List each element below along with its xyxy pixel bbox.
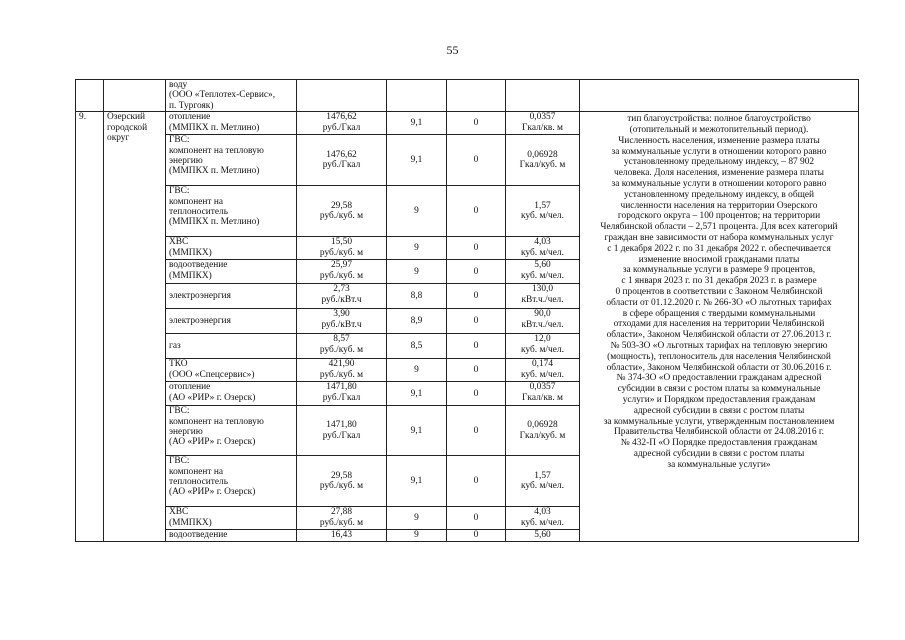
table-body	[76, 80, 859, 542]
cell-line: 12,0	[534, 334, 551, 345]
norm-cell	[506, 334, 580, 359]
cell-line: Гкал/кв. м	[522, 392, 563, 403]
cell-line: (ММПКХ п. Метлино)	[169, 166, 260, 177]
cell-line: 0,06928	[527, 149, 558, 160]
cell-line: 421,90	[328, 359, 355, 370]
note-line: граждан вне зависимости от набора коммунальных услуг	[604, 232, 834, 243]
row-number-cell	[76, 112, 104, 541]
cell-line: 0,0357	[529, 382, 556, 393]
cell-line: куб. м/чел.	[521, 270, 564, 281]
zero-cell: 0	[447, 359, 506, 382]
cell-line: энергию	[169, 156, 203, 167]
cell-line: 1,57	[534, 470, 551, 481]
cell-line: Гкал/куб. м	[519, 430, 566, 441]
cell-line: (ММПКХ п. Метлино)	[169, 122, 260, 133]
municipality-line: Озерский	[107, 112, 146, 123]
note-line: услуги» и Порядком предоставления гражданам	[622, 394, 816, 405]
tariff-cell	[297, 112, 387, 135]
index-cell	[387, 80, 447, 112]
tariff-cell	[297, 530, 387, 541]
note-line: (отопительный и межотопительный период).	[629, 125, 809, 136]
cell-line: руб./куб. м	[319, 270, 364, 281]
cell-line: 1,57	[534, 200, 551, 211]
note-line: человека. Доля населения, изменение размера платы	[614, 168, 824, 179]
zero-cell: 0	[447, 382, 506, 406]
cell-line: отопление	[169, 112, 211, 123]
cell-line: руб./кВт.ч	[321, 319, 362, 330]
cell-line: ХВС	[169, 237, 189, 248]
zero-cell: 0	[447, 334, 506, 359]
norm-cell	[506, 260, 580, 284]
municipality-cell	[104, 112, 166, 541]
tariff-cell	[297, 406, 387, 456]
tariff-cell	[297, 260, 387, 284]
norm-cell	[506, 309, 580, 334]
municipality-cell	[104, 80, 166, 112]
cell-line: руб./куб. м	[319, 369, 364, 380]
note-line: установленному предельному индексу, – 87 902	[623, 157, 815, 168]
note-line: изменение вносимой гражданами платы	[638, 254, 800, 265]
norm-cell	[506, 406, 580, 456]
service-cell	[166, 530, 297, 541]
zero-cell: 0	[447, 284, 506, 309]
service-cell	[166, 406, 297, 456]
cell-line: 29,58	[330, 200, 353, 211]
tariff-table	[75, 79, 859, 542]
norm-cell	[506, 284, 580, 309]
index-cell: 9	[387, 260, 447, 284]
zero-cell: 0	[447, 186, 506, 237]
zero-cell: 0	[447, 260, 506, 284]
cell-line: компонент на тепловую	[169, 145, 264, 156]
page-number: 55	[446, 43, 459, 57]
index-cell: 9,1	[387, 406, 447, 456]
cell-line: 1471,80	[326, 382, 357, 393]
cell-line: руб./Гкал	[322, 430, 361, 441]
cell-line: 90,0	[534, 309, 551, 320]
cell-line: руб./куб. м	[319, 344, 364, 355]
tariff-cell	[297, 80, 387, 112]
norm-cell	[506, 135, 580, 186]
cell-line: 130,0	[531, 284, 554, 295]
cell-line: 15,50	[330, 237, 353, 248]
note-line: в сфере обращения с твердыми коммунальными	[622, 308, 816, 319]
norm-cell	[506, 359, 580, 382]
note-line: области», Законом Челябинской области от 27.06.2013 г.	[606, 330, 832, 341]
cell-line: теплоноситель	[169, 477, 228, 488]
zero-cell: 0	[447, 309, 506, 334]
tariff-cell	[297, 507, 387, 530]
cell-line: 16,43	[330, 530, 353, 541]
index-cell: 9,1	[387, 135, 447, 186]
cell-line: куб. м/чел.	[521, 247, 564, 258]
cell-line: (ММПКХ)	[169, 517, 212, 528]
index-cell: 9,1	[387, 382, 447, 406]
row-number: 9.	[79, 112, 87, 123]
cell-line: руб./куб. м	[319, 481, 364, 492]
service-cell	[166, 382, 297, 406]
cell-line: руб./Гкал	[322, 392, 361, 403]
note-line: численности населения на территории Озерского	[620, 200, 818, 211]
service-cell	[166, 80, 297, 112]
table-row	[76, 80, 859, 112]
cell-line: 4,03	[534, 507, 551, 518]
cell-line: (ООО «Теплотех-Сервис»,	[169, 90, 276, 101]
zero-cell: 0	[447, 406, 506, 456]
note-line: с 1 декабря 2022 г. по 31 декабря 2022 г. обеспечивается	[607, 243, 831, 254]
cell-line: (АО «РИР» г. Озерск)	[169, 487, 256, 498]
cell-line: воду	[169, 80, 188, 90]
cell-line: 27,88	[330, 507, 353, 518]
cell-line: 2,73	[333, 284, 350, 295]
cell-line: 1476,62	[326, 149, 357, 160]
cell-line: теплоноситель	[169, 207, 228, 218]
norm-cell	[506, 456, 580, 507]
note-line: 0 процентов в соответствии с Законом Челябинской	[615, 286, 823, 297]
cell-line: 5,60	[534, 260, 551, 271]
note-line: городского округа – 100 процентов; на территории	[617, 211, 821, 222]
cell-line: 8,57	[333, 334, 350, 345]
cell-line: электроэнергия	[169, 291, 231, 302]
cell-line: кВт.ч./чел.	[521, 294, 564, 305]
cell-line: куб. м/чел.	[521, 481, 564, 492]
zero-cell: 0	[447, 530, 506, 541]
norm-cell	[506, 507, 580, 530]
norm-cell	[506, 186, 580, 237]
note-cell	[580, 112, 859, 541]
zero-cell: 0	[447, 112, 506, 135]
service-cell	[166, 112, 297, 135]
cell-line: (ММПКХ п. Метлино)	[169, 217, 260, 228]
cell-line: кВт.ч./чел.	[521, 319, 564, 330]
index-cell: 9,1	[387, 456, 447, 507]
tariff-cell	[297, 359, 387, 382]
cell-line: (ООО «Спецсервис»)	[169, 369, 255, 380]
cell-line: электроэнергия	[169, 316, 231, 327]
tariff-cell	[297, 456, 387, 507]
cell-line: 0,0357	[529, 112, 556, 123]
zero-cell: 0	[447, 237, 506, 260]
note-line: (мощность), теплоноситель для населения Челябинской	[607, 351, 831, 362]
cell-line: компонент на	[169, 196, 224, 207]
norm-cell	[506, 112, 580, 135]
service-cell	[166, 284, 297, 309]
note-line: с 1 января 2023 г. по 31 декабря 2023 г. в размере	[621, 276, 817, 287]
cell-line: (АО «РИР» г. Озерск)	[169, 392, 256, 403]
cell-line: водоотведение	[169, 260, 228, 271]
norm-cell	[506, 530, 580, 541]
cell-line: ГВС:	[169, 406, 190, 417]
norm-cell	[506, 237, 580, 260]
note-line: адресной субсидии в связи с ростом платы	[633, 448, 805, 459]
tariff-cell	[297, 309, 387, 334]
index-cell: 9	[387, 530, 447, 541]
note-line: адресной субсидии в связи с ростом платы	[633, 405, 805, 416]
service-cell	[166, 334, 297, 359]
cell-line: 4,03	[534, 237, 551, 248]
note-line: Правительства Челябинской области от 24.08.2016 г.	[613, 427, 825, 438]
cell-line: руб./куб. м	[319, 211, 364, 222]
cell-line: энергию	[169, 427, 203, 438]
cell-line: куб. м/чел.	[521, 517, 564, 528]
service-cell	[166, 237, 297, 260]
note-line: области», Законом Челябинской области от 30.06.2016 г.	[606, 362, 832, 373]
cell-line: ГВС:	[169, 186, 190, 197]
cell-line: куб. м/чел.	[521, 344, 564, 355]
zero-cell: 0	[447, 135, 506, 186]
service-cell	[166, 135, 297, 186]
cell-line: (АО «РИР» г. Озерск)	[169, 437, 256, 448]
tariff-cell	[297, 284, 387, 309]
cell-line: компонент на	[169, 466, 224, 477]
index-cell: 9	[387, 507, 447, 530]
service-cell	[166, 456, 297, 507]
cell-line: 1476,62	[326, 112, 357, 123]
note-line: за коммунальные услуги в отношении которого равно	[611, 179, 827, 189]
cell-line: 5,60	[534, 530, 551, 541]
index-cell: 9	[387, 359, 447, 382]
cell-line: ХВС	[169, 507, 189, 518]
norm-cell	[506, 382, 580, 406]
index-cell: 9	[387, 237, 447, 260]
note-line: № 432-П «О Порядке предоставления гражданам	[620, 438, 818, 449]
cell-line: руб./Гкал	[322, 122, 361, 133]
note-line: Челябинской области – 2,571 процента. Для всех категорий	[600, 222, 838, 233]
cell-line: ГВС:	[169, 135, 190, 146]
cell-line: Гкал/кв. м	[522, 122, 563, 133]
index-cell: 9,1	[387, 112, 447, 135]
tariff-cell	[297, 186, 387, 237]
index-cell: 9	[387, 186, 447, 237]
municipality-line: округ	[107, 133, 130, 144]
service-cell	[166, 507, 297, 530]
note-line: за коммунальные услуги»	[667, 459, 771, 470]
note-line: Численность населения, изменение размера платы	[618, 135, 820, 146]
cell-line: ГВС:	[169, 456, 190, 467]
cell-line: ТКО	[169, 359, 188, 370]
cell-line: 0,06928	[527, 420, 558, 431]
cell-line: 25,97	[330, 260, 353, 271]
cell-line: 1471,80	[326, 420, 357, 431]
zero-cell	[447, 80, 506, 112]
service-cell	[166, 359, 297, 382]
note-line: за коммунальные услуги в размере 9 процентов,	[622, 265, 816, 276]
cell-line: руб./куб. м	[319, 247, 364, 258]
note-line: № 374-ЗО «О предоставлении гражданам адресной	[616, 373, 822, 384]
service-cell	[166, 309, 297, 334]
tariff-cell	[297, 135, 387, 186]
zero-cell: 0	[447, 456, 506, 507]
cell-line: водоотведение	[169, 530, 228, 541]
cell-line: 3,90	[333, 309, 350, 320]
cell-line: руб./Гкал	[322, 160, 361, 171]
cell-line: руб./куб. м	[319, 517, 364, 528]
tariff-cell	[297, 334, 387, 359]
note-line: отходами для населения на территории Челябинской	[613, 319, 825, 330]
zero-cell: 0	[447, 507, 506, 530]
note-line: тип благоустройства: полное благоустройство	[627, 114, 811, 125]
cell-line: 0,174	[531, 359, 554, 370]
cell-line: п. Тургояк)	[169, 100, 214, 111]
note-line: за коммунальные услуги в отношении которого равно	[611, 146, 827, 157]
row-number-cell	[76, 80, 104, 112]
note-line: области от 01.12.2020 г. № 266-ЗО «О льготных тарифах	[606, 297, 832, 308]
cell-line: Гкал/куб. м	[519, 160, 566, 171]
tariff-cell	[297, 237, 387, 260]
index-cell: 8,5	[387, 334, 447, 359]
cell-line: (ММПКХ)	[169, 247, 212, 258]
service-cell	[166, 260, 297, 284]
note-line: установленному предельному индексу, в общей	[623, 189, 815, 200]
municipality-line: городской	[107, 122, 148, 133]
cell-line: руб./кВт.ч	[321, 294, 362, 305]
note-line: субсидии в связи с ростом платы за коммунальные	[617, 384, 821, 395]
note-line: № 503-ЗО «О льготных тарифах на тепловую энергию	[610, 340, 828, 351]
cell-line: куб. м/чел.	[521, 211, 564, 222]
index-cell: 8,9	[387, 309, 447, 334]
index-cell: 8,8	[387, 284, 447, 309]
norm-cell	[506, 80, 580, 112]
cell-line: отопление	[169, 382, 211, 393]
table-row	[76, 112, 859, 135]
note-cell-empty	[580, 80, 859, 112]
cell-line: куб. м/чел.	[521, 369, 564, 380]
service-cell	[166, 186, 297, 237]
cell-line: 29,58	[330, 470, 353, 481]
cell-line: газ	[169, 341, 181, 352]
tariff-cell	[297, 382, 387, 406]
cell-line: (ММПКХ)	[169, 270, 212, 281]
note-line: за коммунальные услуги, утвержденным постановлением	[603, 416, 835, 427]
cell-line: компонент на тепловую	[169, 416, 264, 427]
